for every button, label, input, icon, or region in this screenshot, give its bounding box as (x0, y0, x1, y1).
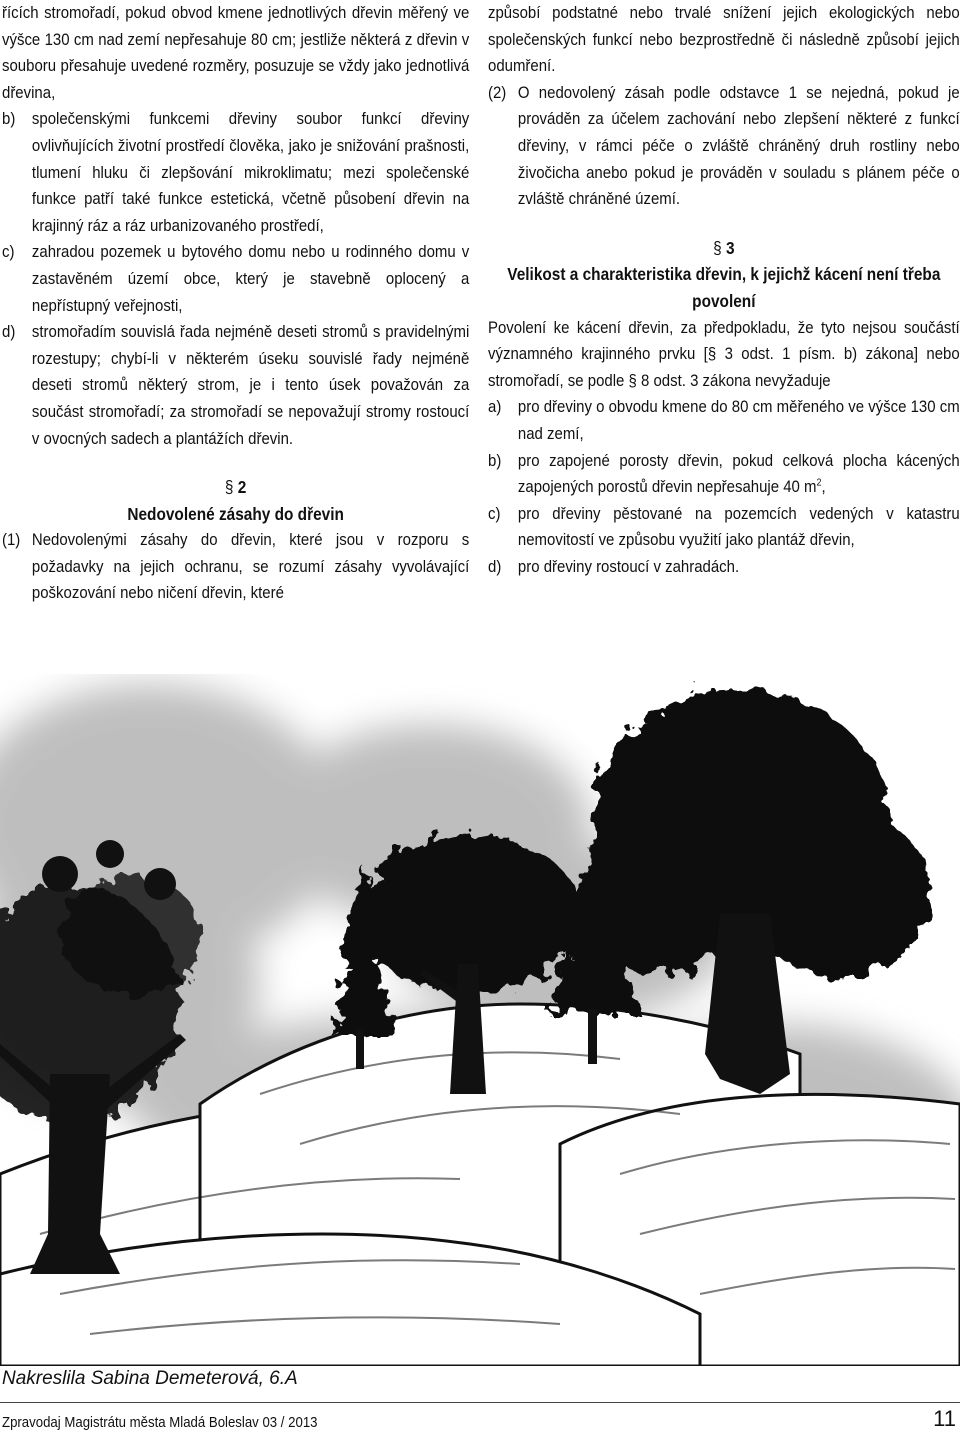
item-text: pro dřeviny rostoucí v zahradách. (517, 556, 740, 576)
footer-divider (0, 1402, 960, 1403)
paragraph-sign: § (713, 237, 722, 258)
definition-item-b (2, 106, 469, 239)
paragraph-label: (2) (488, 82, 507, 102)
section-2-title: Nedovolené zásahy do dřevin (127, 503, 344, 524)
drawing-canvas (0, 674, 960, 1366)
exemption-item-b (488, 448, 960, 501)
left-column (2, 0, 469, 607)
section-2-paragraph-1 (2, 527, 469, 607)
definition-item-d (2, 319, 469, 452)
item-text-end: , (821, 477, 826, 497)
exemption-item-a (488, 394, 960, 447)
intro-text: řících stromořadí, pokud obvod kmene jednotlivých dřevin měřený ve výšce 130 cm nad zemí nepřesahuje 80 cm; jestliže některá z dřevin v souboru přesahuje uvedené rozměry, posuzuje se vždy jako jednotlivá dřevina, (2, 3, 470, 102)
section-3-number (488, 235, 960, 262)
exemption-item-d (488, 554, 960, 581)
paragraph-text: O nedovolený zásah podle odstavce 1 se nejedná, pokud je prováděn za účelem zachování nebo zlepšení některé z funkcí dřeviny, v rámci péče o zvláště chráněný druh rostliny nebo živočicha anebo pokud je prováděn v souladu s plánem péče o zvláště chráněné území. (517, 82, 960, 209)
item-label: d) (488, 556, 502, 576)
item-text: pro dřeviny o obvodu kmene do 80 cm měřeného ve výšce 130 cm nad zemí, (517, 397, 960, 443)
section-2-paragraph-2 (488, 80, 960, 213)
section-3-title: Velikost a charakteristika dřevin, k jejichž kácení není třeba povolení (507, 264, 941, 311)
paragraph-sign: § (224, 477, 234, 498)
section-number: 2 (237, 477, 247, 498)
item-text: pro dřeviny pěstované na pozemcích vedených v katastru nemovitostí ve způsobu využití jako plantáž dřevin, (517, 503, 960, 550)
exemption-item-c (488, 501, 960, 554)
section-2-number (2, 474, 469, 501)
right-column (488, 0, 960, 580)
paragraph-label: (1) (2, 530, 21, 550)
item-label: b) (2, 109, 16, 129)
item-text: společenskými funkcemi dřeviny soubor funkcí dřeviny ovlivňujících životní prostředí člověka, jako je snižování prašnosti, tlumení hluku či zlepšování mikroklimatu; mezi společenské funkce patří také funkce estetická, včetně působení dřevin na krajinný ráz a ráz urbanizovaného prostředí, (31, 109, 470, 235)
item-label: b) (488, 450, 502, 470)
illustration-caption: Nakreslila Sabina Demeterová, 6.A (2, 1368, 298, 1389)
item-label: d) (2, 322, 16, 342)
ink-drawing-trees-on-hills (0, 674, 960, 1366)
page-number: 11 (933, 1406, 956, 1431)
section-3-intro: Povolení ke kácení dřevin, za předpokladu, že tyto nejsou součástí významného krajinného prvku [§ 3 odst. 1 písm. b) zákona] nebo stromořadí, se podle § 8 odst. 3 zákona nevyžaduje (488, 317, 960, 390)
paragraph-text: Nedovolenými zásahy do dřevin, které jsou v rozporu s požadavky na jejich ochranu, se rozumí zásahy vyvolávající poškozování nebo ničení dřevin, které (31, 530, 470, 603)
item-label: c) (2, 242, 15, 262)
item-text (518, 448, 960, 501)
item-label: c) (488, 503, 501, 523)
item-text: zahradou pozemek u bytového domu nebo u rodinného domu v zastavěném území obce, který je stavebně oplocený a nepřístupný veřejnosti, (31, 242, 470, 315)
item-label: a) (488, 397, 502, 417)
section-number: 3 (725, 237, 735, 258)
superscript: 2 (816, 477, 822, 489)
item-text: stromořadím souvislá řada nejméně deseti stromů s pravidelnými rozestupy; chybí-li v některém úseku souvislé řady nejméně deseti stromů některý strom, je i tento úsek považován za součást stromořadí; za stromořadí se nepovažují stromy rostoucí v ovocných sadech a plantážích dřevin. (31, 322, 470, 448)
definition-item-c (2, 239, 469, 319)
item-text-main: pro zapojené porosty dřevin, pokud celková plocha kácených zapojených porostů dřevin nepřesahuje 40 m (517, 450, 960, 497)
footer-publication: Zpravodaj Magistrátu města Mladá Boleslav 03 / 2013 (2, 1414, 318, 1431)
continuation-text: způsobí podstatné nebo trvalé snížení jejich ekologických nebo společenských funkcí nebo bezprostředně či následně způsobí jejich odumření. (488, 3, 960, 76)
